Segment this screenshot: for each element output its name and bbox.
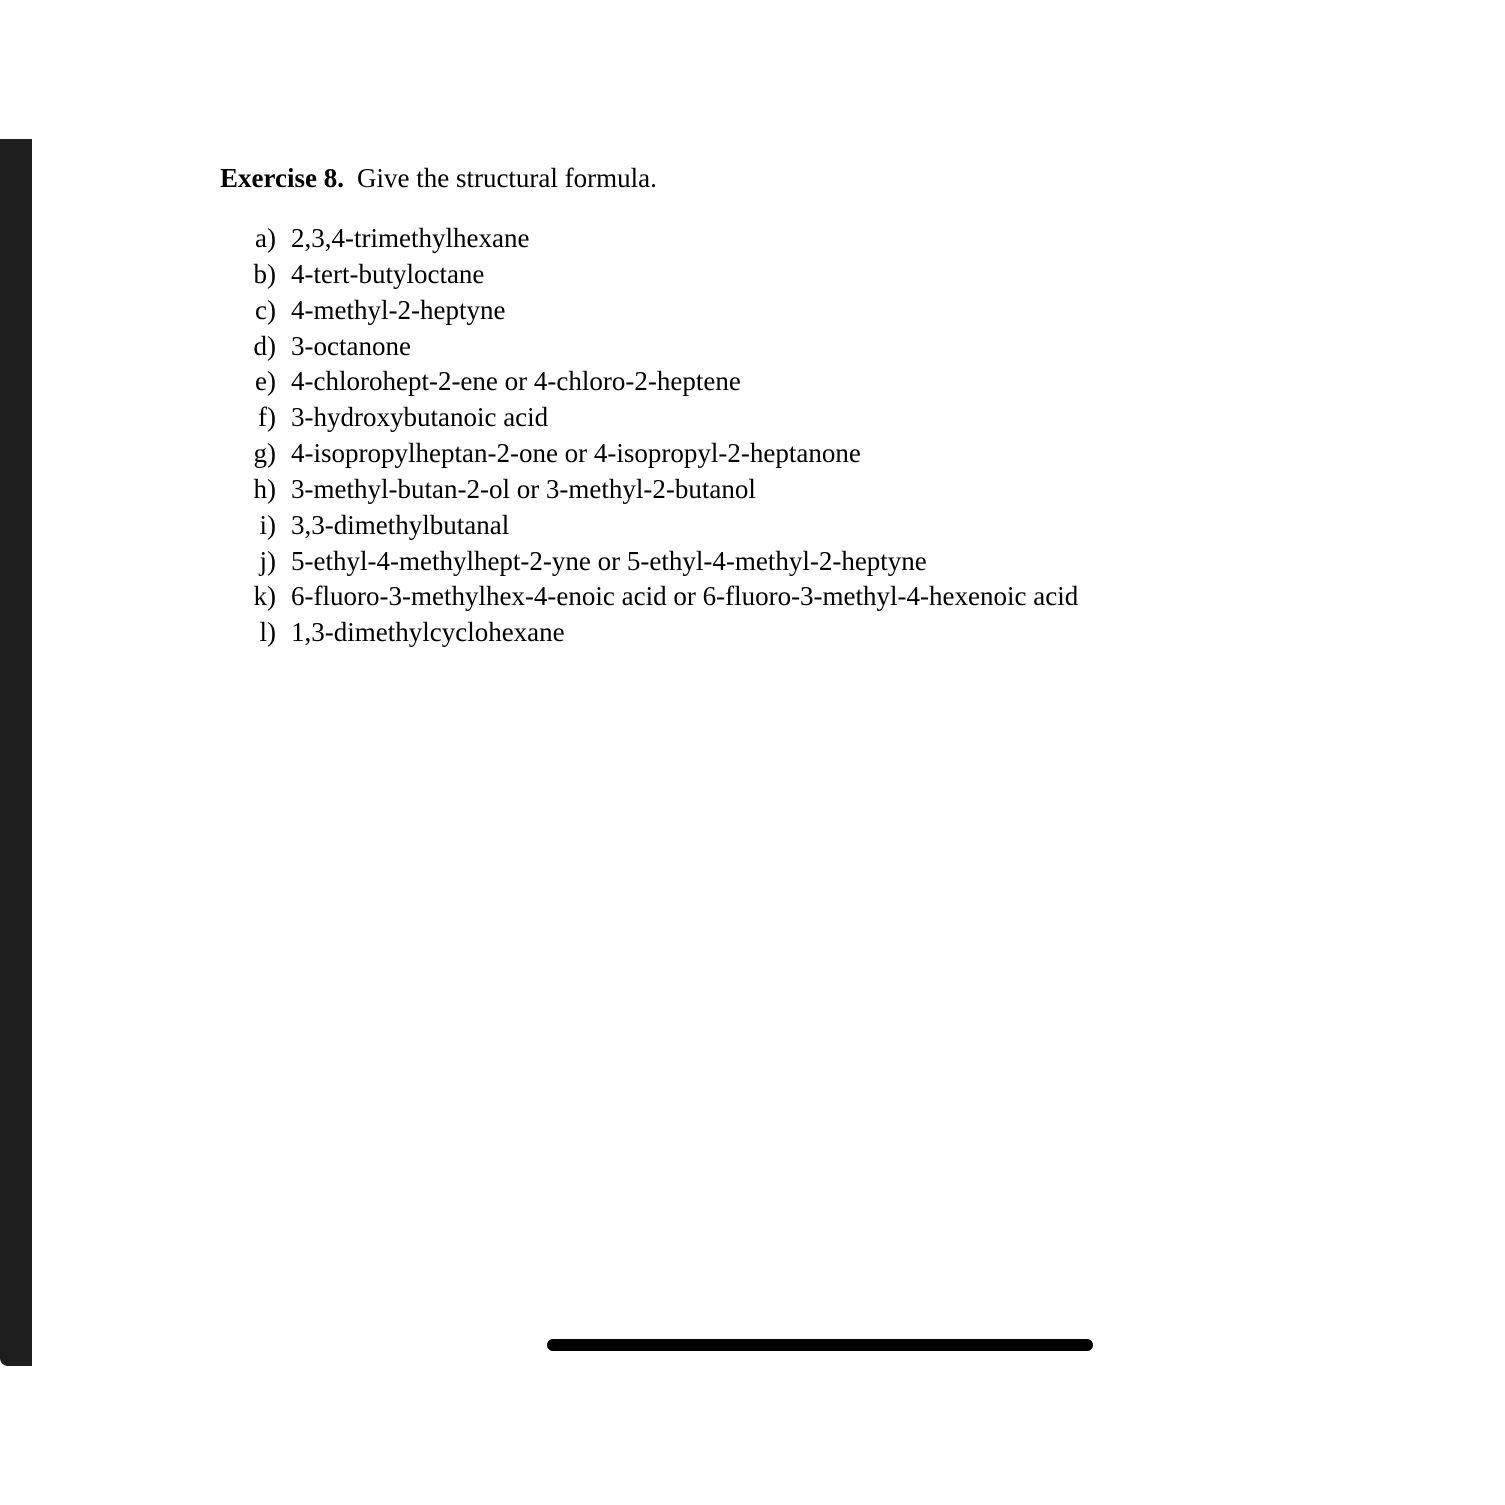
exercise-heading <box>220 161 657 195</box>
exercise-label: Exercise 8. <box>220 163 344 193</box>
item-text: 4-chlorohept-2-ene or 4-chloro-2-heptene <box>291 366 741 397</box>
item-text: 3-methyl-butan-2-ol or 3-methyl-2-butanol <box>291 473 756 504</box>
item-letter: g) <box>253 438 276 469</box>
document-page <box>32 139 1505 1366</box>
item-letter: c) <box>255 294 276 325</box>
exercise-instruction: Give the structural formula. <box>356 163 657 193</box>
item-letter: e) <box>255 366 276 397</box>
item-text: 2,3,4-trimethylhexane <box>291 223 530 253</box>
item-letter: j) <box>259 545 276 576</box>
item-text: 3-octanone <box>291 330 411 361</box>
item-text: 3-hydroxybutanoic acid <box>291 402 549 433</box>
item-text: 3,3-dimethylbutanal <box>291 509 510 540</box>
left-side-bar <box>0 139 32 1366</box>
item-letter: k) <box>253 581 276 612</box>
item-text: 4-tert-butyloctane <box>291 258 485 289</box>
item-letter: b) <box>253 258 276 289</box>
home-indicator-bar[interactable] <box>547 1339 1093 1351</box>
item-letter: d) <box>253 330 276 361</box>
item-letter: i) <box>259 509 276 540</box>
item-text: 6-fluoro-3-methylhex-4-enoic acid or 6-fluoro-3-methyl-4-hexenoic acid <box>291 581 1079 612</box>
item-letter: l) <box>259 617 276 648</box>
item-letter: f) <box>258 402 276 433</box>
item-text: 4-methyl-2-heptyne <box>291 294 506 325</box>
item-text: 4-isopropylheptan-2-one or 4-isopropyl-2-heptanone <box>291 438 861 469</box>
item-text: 5-ethyl-4-methylhept-2-yne or 5-ethyl-4-methyl-2-heptyne <box>291 545 927 576</box>
item-letter: h) <box>253 473 276 504</box>
item-letter: a) <box>255 223 276 253</box>
item-text: 1,3-dimethylcyclohexane <box>291 617 565 648</box>
